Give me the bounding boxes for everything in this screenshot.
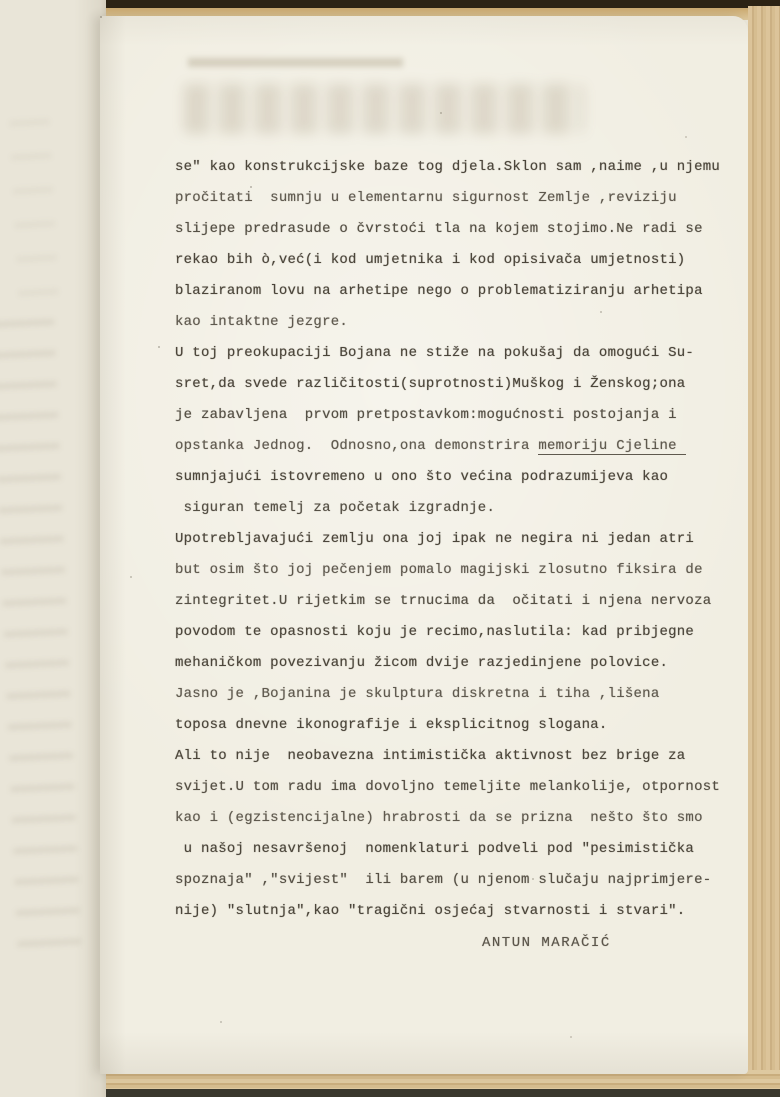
book-cover-bottom-edge (52, 1089, 780, 1097)
text-line: Upotrebljavajući zemlju ona joj ipak ne negira ni jedan atri (175, 531, 695, 547)
text-line: se" kao konstrukcijske baze tog djela.Sklon sam ,naime ,u njemu (175, 159, 721, 175)
text-line: sret,da svede različitosti(suprotnosti)Muškog i Ženskog;ona (175, 376, 686, 392)
ghost-bleedthrough-title (184, 84, 584, 134)
underlined-phrase: memoriju Cjeline (538, 438, 685, 455)
text-line: spoznaja" ,"svijest" ili barem (u njenom slučaju najprimjere- (175, 872, 712, 888)
bleedthrough-marks (0, 319, 82, 961)
text-line: blaziranom lovu na arhetipe nego o problematiziranju arhetipa (175, 283, 703, 299)
document-page (100, 16, 748, 1074)
typewritten-text-block (175, 152, 735, 927)
page-stack-right-edge (748, 6, 780, 1092)
text-line: kao i (egzistencijalne) hrabrosti da se prizna nešto što smo (175, 810, 703, 826)
text-line: Ali to nije neobavezna intimistička aktivnost bez brige za (175, 748, 686, 764)
author-signature: ANTUN MARAČIĆ (482, 935, 611, 951)
text-line: slijepe predrasude o čvrstoći tla na kojem stojimo.Ne radi se (175, 221, 703, 237)
text-line: rekao bih ò,već(i kod umjetnika i kod opisivača umjetnosti) (175, 252, 686, 268)
text-line: mehaničkom povezivanju žicom dvije razjedinjene polovice. (175, 655, 669, 671)
bleedthrough-marks (9, 119, 58, 301)
text-line: je zabavljena prvom pretpostavkom:mogućnosti postojanja i (175, 407, 677, 423)
text-line: povodom te opasnosti koju je recimo,naslutila: kad pribjegne (175, 624, 695, 640)
text-line: toposa dnevne ikonografije i eksplicitnog slogana. (175, 717, 608, 733)
text-line: U toj preokupaciji Bojana ne stiže na pokušaj da omogući Su- (175, 345, 695, 361)
text-segment: opstanka Jednog. Odnosno,ona demonstrira (175, 438, 539, 454)
text-line: siguran temelj za početak izgradnje. (175, 500, 496, 516)
text-line: svijet.U tom radu ima dovoljno temeljite melankolije, otpornost (175, 779, 721, 795)
text-line: sumnjajući istovremeno u ono što većina podrazumijeva kao (175, 469, 669, 485)
text-line: kao intaktne jezgre. (175, 314, 349, 330)
adjacent-left-page (0, 0, 106, 1097)
text-line: Jasno je ,Bojanina je skulptura diskretna i tiha ,lišena (175, 686, 660, 702)
text-line-with-underline (175, 431, 735, 462)
text-line: u našoj nesavršenoj nomenklaturi podveli pod "pesimistička (175, 841, 695, 857)
text-line: but osim što joj pečenjem pomalo magijski zlosutno fiksira de (175, 562, 703, 578)
ghost-bleedthrough-line (188, 58, 403, 67)
text-line: pročitati sumnju u elementarnu sigurnost Zemlje ,reviziju (175, 190, 677, 206)
text-line: nije) "slutnja",kao "tragični osjećaj stvarnosti i stvari". (175, 903, 686, 919)
paper-speckles (100, 16, 102, 18)
text-line: zintegritet.U rijetkim se trnucima da očitati i njena nervoza (175, 593, 712, 609)
